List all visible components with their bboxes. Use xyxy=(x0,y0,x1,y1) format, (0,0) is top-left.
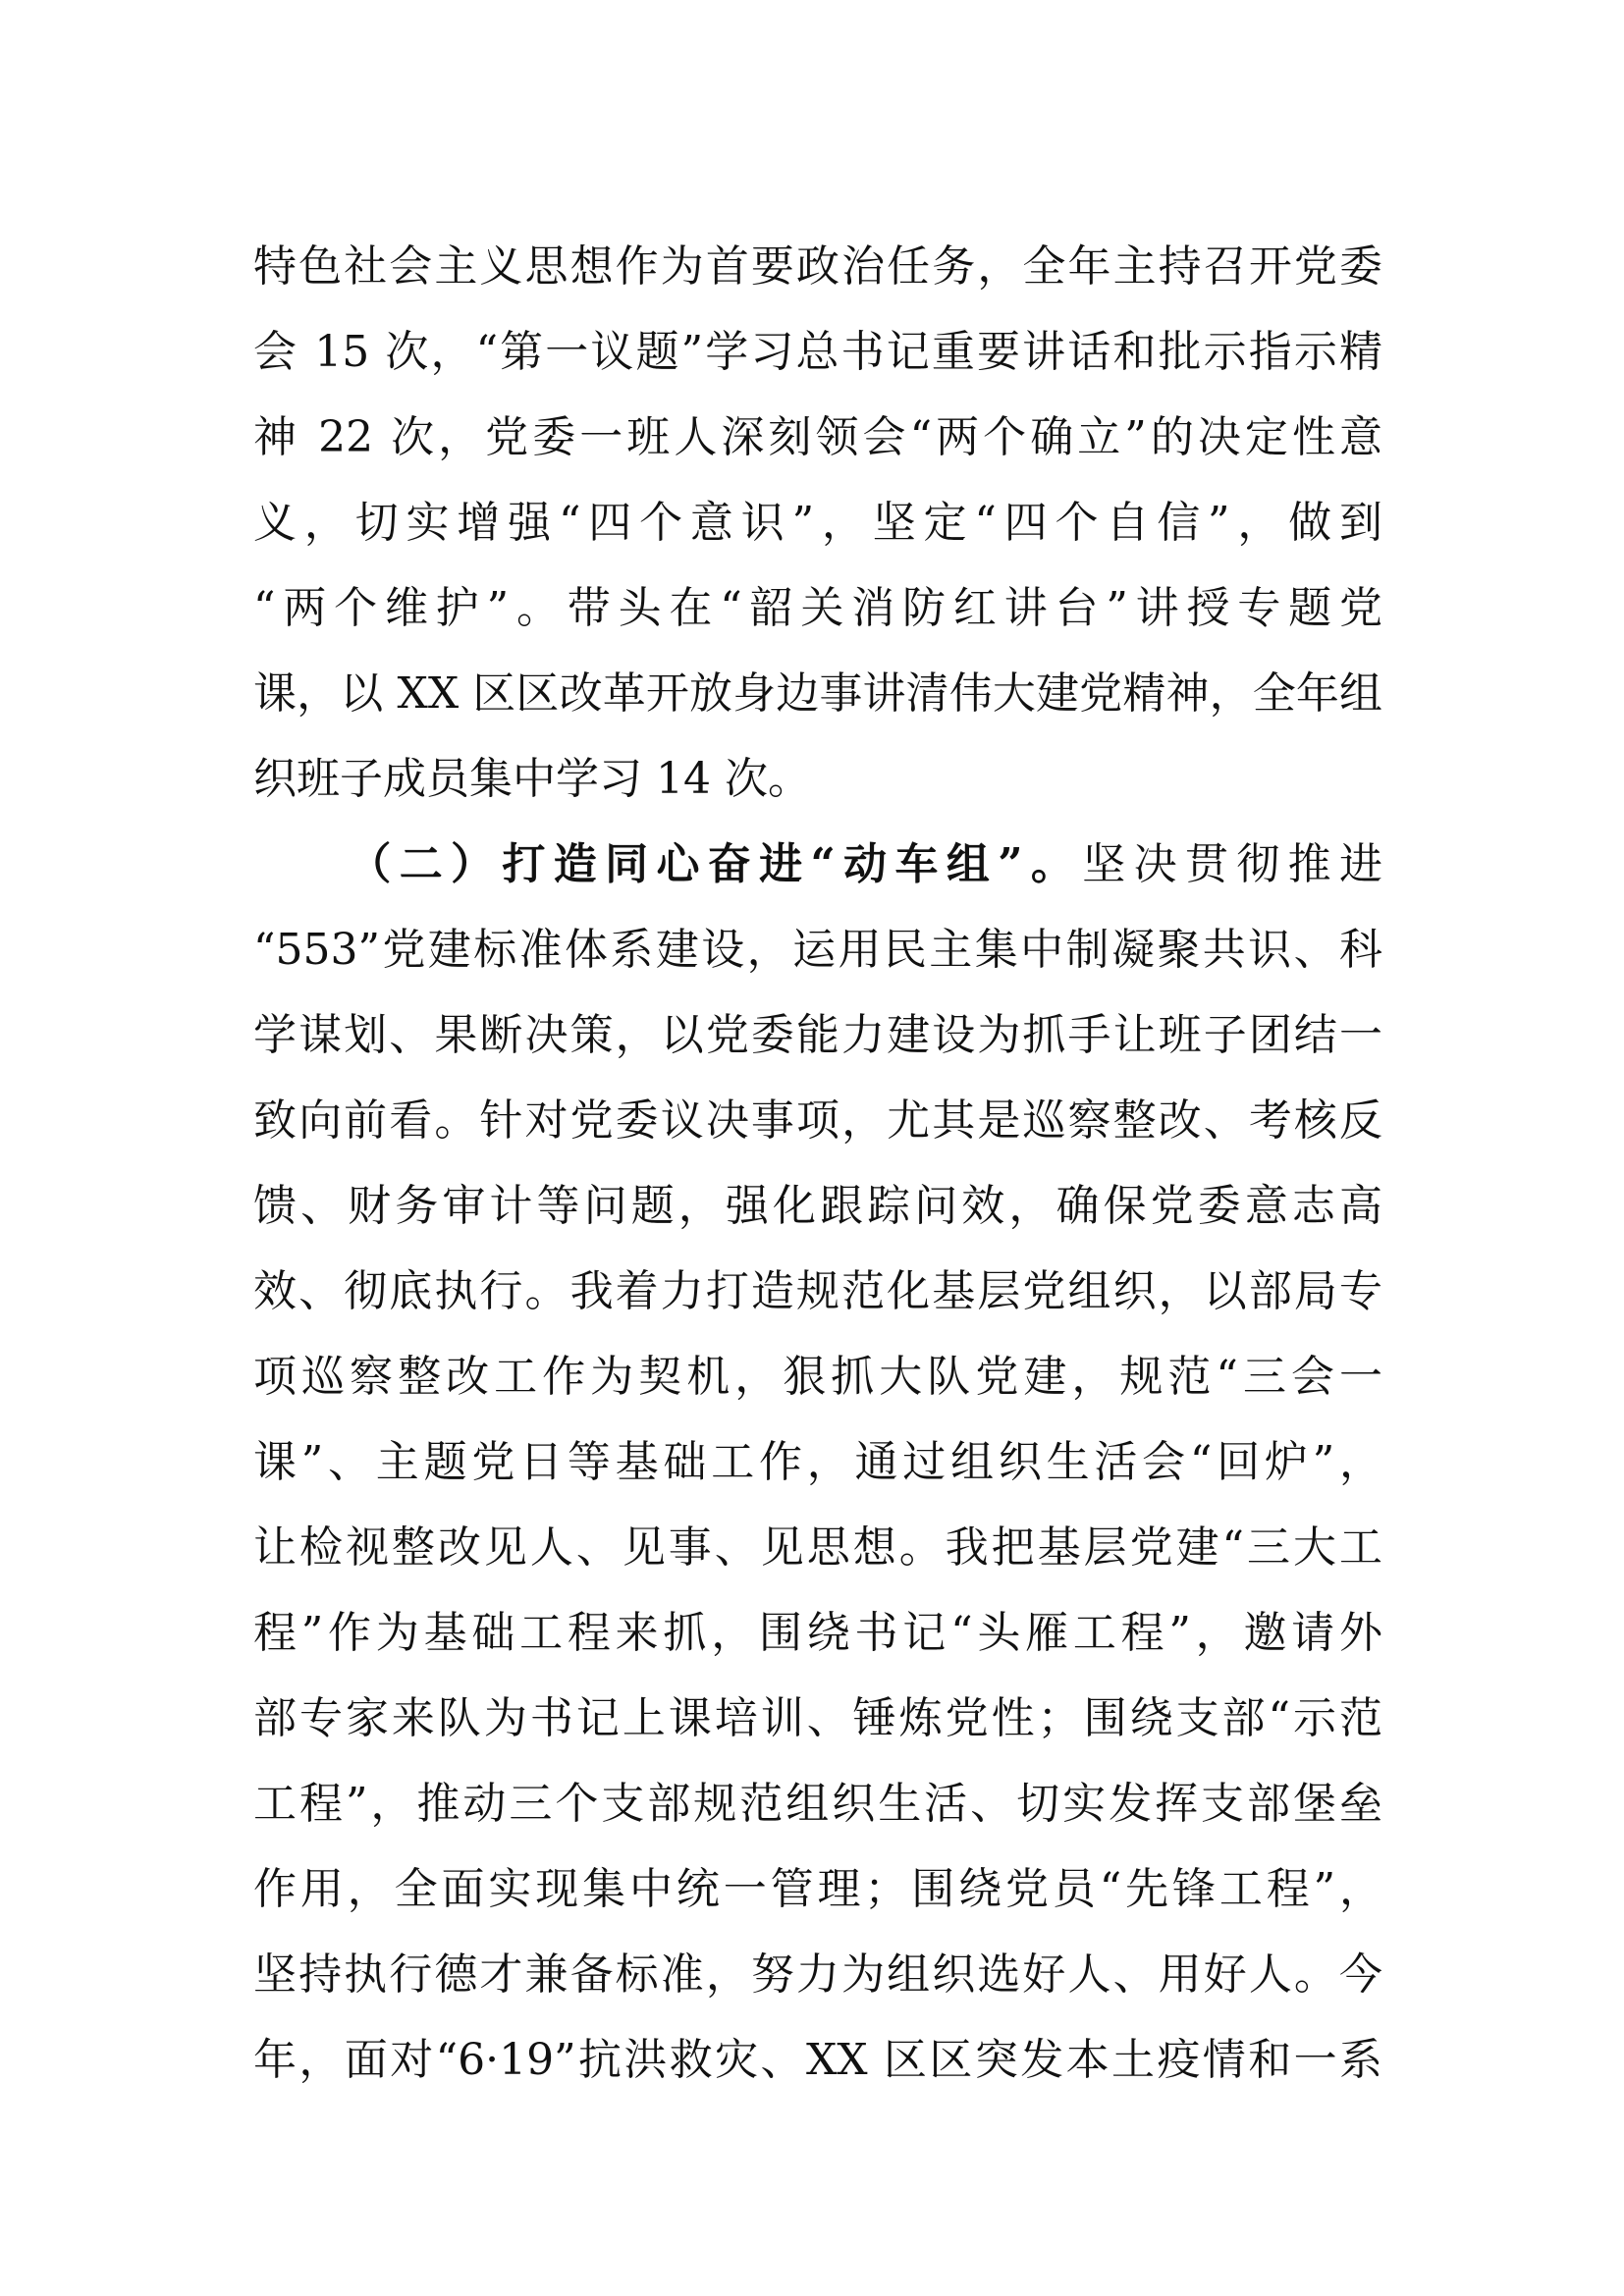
text-line: 项巡察整改工作为契机，狠抓大队党建，规范“三会一 xyxy=(253,1352,1382,1402)
text-line: “两个维护”。带头在“韶关消防红讲台”讲授专题党 xyxy=(253,583,1382,633)
text-line: 特色社会主义思想作为首要政治任务，全年主持召开党委 xyxy=(253,241,1382,292)
text-line: 课，以 XX 区区改革开放身边事讲清伟大建党精神，全年组 xyxy=(253,668,1382,719)
section-first-line-text: 坚决贯彻推进 xyxy=(1082,839,1383,889)
text-line: 织班子成员集中学习 14 次。 xyxy=(253,754,811,804)
text-line: 学谋划、果断决策，以党委能力建设为抓手让班子团结一 xyxy=(253,1010,1382,1060)
section-first-line xyxy=(253,822,1382,907)
text-line: 作用，全面实现集中统一管理；围绕党员“先锋工程”， xyxy=(253,1864,1382,1914)
text-line: 年，面对“6·19”抗洪救灾、XX 区区突发本土疫情和一系 xyxy=(253,2035,1382,2085)
text-line: 程”作为基础工程来抓，围绕书记“头雁工程”，邀请外 xyxy=(253,1608,1382,1658)
text-line: 课”、主题党日等基础工作，通过组织生活会“回炉”， xyxy=(253,1437,1382,1487)
text-line: “553”党建标准体系建设，运用民主集中制凝聚共识、科 xyxy=(253,925,1382,975)
text-line: 工程”，推动三个支部规范组织生活、切实发挥支部堡垒 xyxy=(253,1779,1382,1829)
text-line: 效、彻底执行。我着力打造规范化基层党组织，以部局专 xyxy=(253,1266,1382,1316)
body-text xyxy=(253,224,1382,2103)
text-line: 让检视整改见人、见事、见思想。我把基层党建“三大工 xyxy=(253,1522,1382,1573)
text-line: 部专家来队为书记上课培训、锤炼党性；围绕支部“示范 xyxy=(253,1693,1382,1743)
text-line: 坚持执行德才兼备标准，努力为组织选好人、用好人。今 xyxy=(253,1949,1382,2000)
text-line: 会 15 次，“第一议题”学习总书记重要讲话和批示指示精 xyxy=(253,327,1382,377)
section-heading: （二）打造同心奋进“动车组”。 xyxy=(340,839,1083,889)
text-line: 馈、财务审计等问题，强化跟踪问效，确保党委意志高 xyxy=(253,1181,1382,1231)
text-line: 义，切实增强“四个意识”，坚定“四个自信”，做到 xyxy=(253,498,1382,548)
text-line: 神 22 次，党委一班人深刻领会“两个确立”的决定性意 xyxy=(253,412,1382,462)
text-line: 致向前看。针对党委议决事项，尤其是巡察整改、考核反 xyxy=(253,1095,1382,1146)
